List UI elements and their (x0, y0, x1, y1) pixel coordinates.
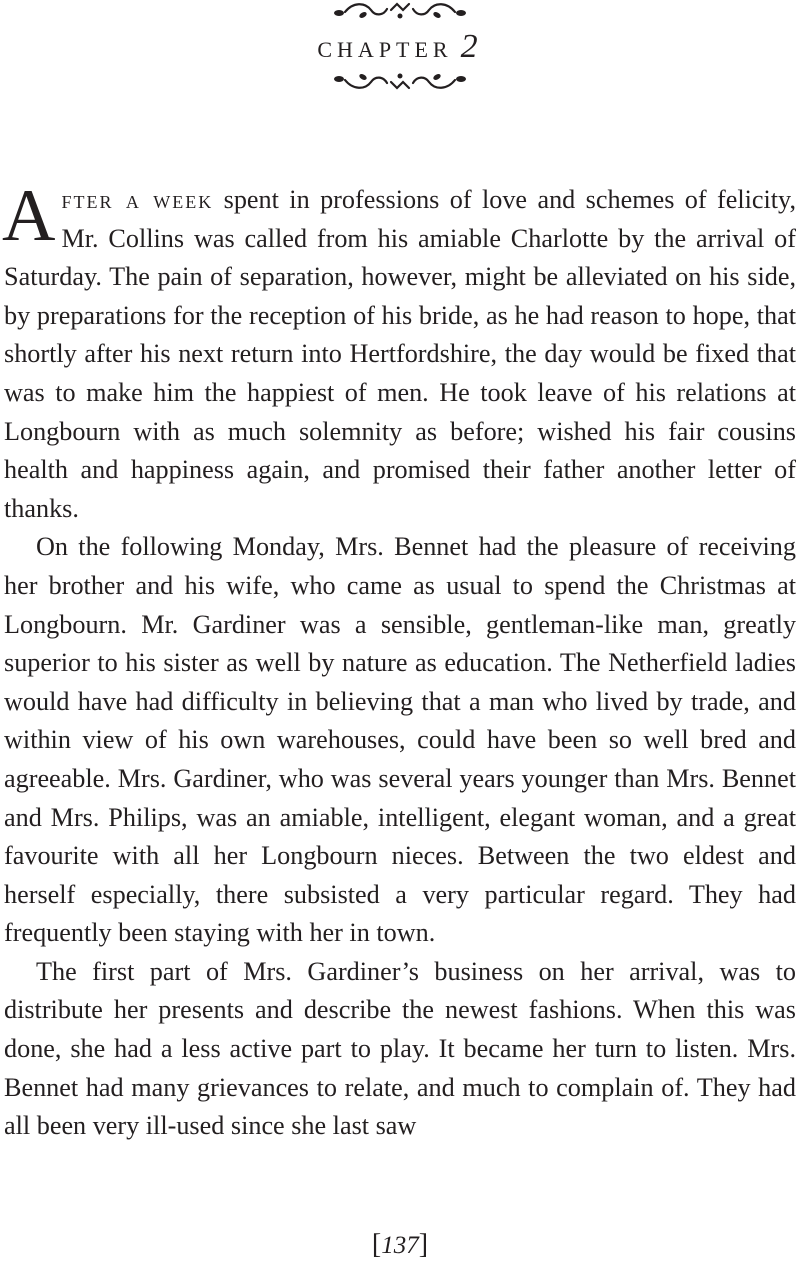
paragraph-1-text: spent in professions of love and schemes of felicity, Mr. Collins was called from his amiable Charlotte by the arrival of Saturday. The pain of separation, however, might be alleviated on his side, by preparations for the reception of his bride, as he had reason to hope, that shortly after his next return into Hertfordshire, the day would be fixed that was to make him the happiest of men. He took leave of his relations at Longbourn with as much solemnity as before; wished his fair cousins health and happiness again, and promised their father another letter of thanks. (4, 185, 797, 523)
folio-right-bracket: ] (418, 1229, 429, 1260)
folio-left-bracket: [ (371, 1229, 382, 1260)
ornament-top (0, 0, 800, 22)
paragraph-3: The first part of Mrs. Gardiner’s business on her arrival, was to distribute her presents and describe the newest fashions. When this was done, she had a less active part to play. It became her turn to listen. Mrs. Bennet had many grievances to relate, and much to complain of. They had all been very ill-used since she last saw (4, 956, 796, 1141)
ornament-bottom (0, 70, 800, 92)
opening-small-caps: fter a week (61, 185, 214, 214)
chapter-number: 2 (460, 28, 483, 65)
flourish-ornament-icon (325, 70, 475, 92)
chapter-heading (0, 28, 800, 66)
chapter-body (2, 175, 797, 1146)
chapter-label: chapter (317, 28, 453, 64)
page-number: 137 (381, 1232, 419, 1259)
drop-cap: A (2, 175, 56, 257)
paragraph-1 (2, 175, 797, 528)
paragraph-2: On the following Monday, Mrs. Bennet had the pleasure of receiving her brother and his wife, who came as usual to spend the Christmas at Longbourn. Mr. Gardiner was a sensible, gentleman-like man, greatly superior to his sister as well by nature as education. The Netherfield ladies would have had difficulty in believing that a man who lived by trade, and within view of his own warehouses, could have been so well bred and agreeable. Mrs. Gardiner, who was several years younger than Mrs. Bennet and Mrs. Philips, was an amiable, intelligent, elegant woman, and a great favourite with all her Longbourn nieces. Between the two eldest and herself especially, there subsisted a very particular regard. They had frequently been staying with her in town. (4, 532, 796, 948)
page-number-footer (0, 1230, 800, 1261)
flourish-ornament-icon (325, 0, 475, 22)
